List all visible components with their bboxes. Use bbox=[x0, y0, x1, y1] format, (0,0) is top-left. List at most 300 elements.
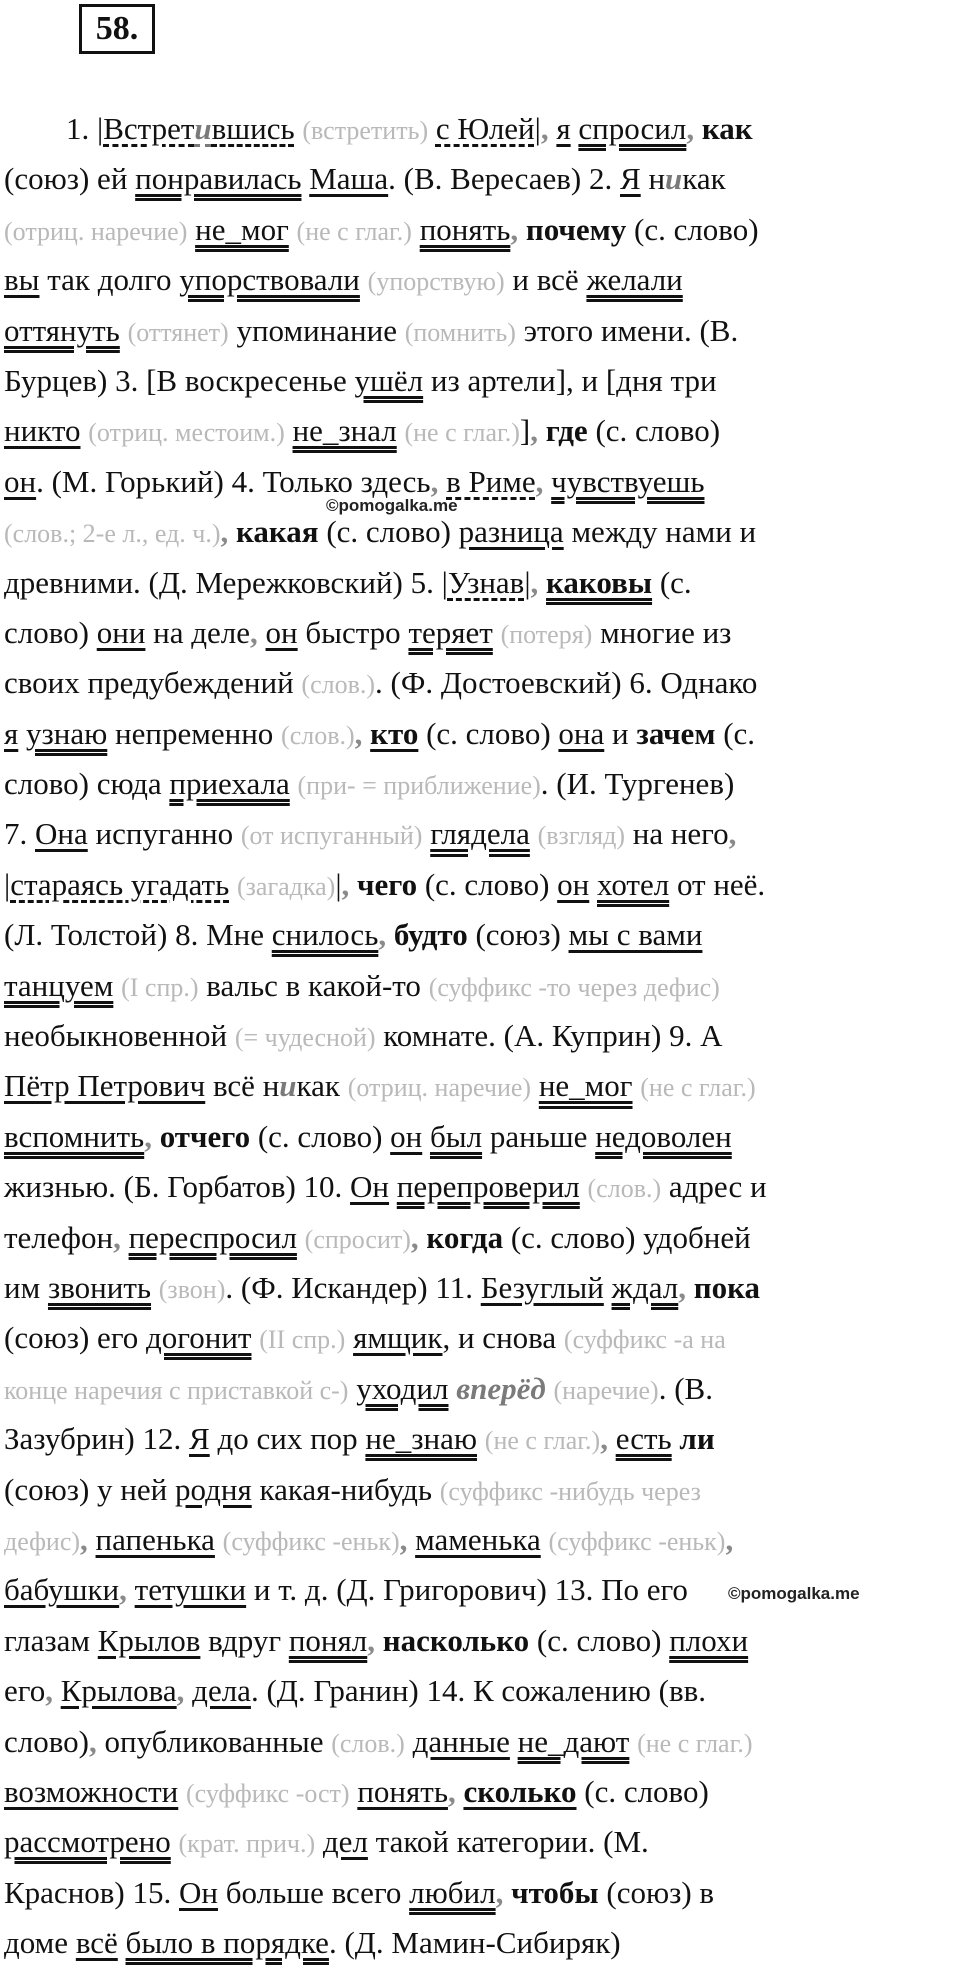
text-segment: упоминание bbox=[228, 312, 405, 348]
text-segment bbox=[405, 1724, 413, 1759]
text-segment: Крылов bbox=[97, 1622, 201, 1658]
text-segment: от неё. bbox=[669, 866, 766, 902]
text-segment: как bbox=[701, 111, 753, 146]
text-segment: (с. слово) bbox=[576, 1773, 709, 1809]
text-segment: они bbox=[96, 614, 146, 650]
text-segment: комнате. (А. Куприн) 9. А bbox=[375, 1018, 723, 1054]
annotation: (суффикс -то через дефис) bbox=[428, 972, 720, 1002]
text-line bbox=[4, 1817, 954, 1867]
text-segment bbox=[604, 1270, 612, 1305]
text-segment: и bbox=[604, 715, 637, 751]
text-segment bbox=[215, 1522, 223, 1557]
text-segment: Я bbox=[620, 161, 641, 197]
text-segment: . (В. Вересаев) 2. bbox=[388, 161, 621, 197]
text-line bbox=[4, 608, 954, 658]
text-segment: понять bbox=[357, 1773, 448, 1809]
text-segment: (союз) в bbox=[598, 1874, 715, 1910]
text-segment: бабушки bbox=[4, 1572, 120, 1608]
text-segment bbox=[477, 1421, 485, 1456]
text-segment: догонит bbox=[146, 1320, 252, 1356]
text-segment bbox=[629, 1724, 637, 1759]
text-line bbox=[4, 1162, 954, 1212]
text-segment bbox=[375, 1623, 383, 1658]
watermark: ©pomogalka.me bbox=[728, 1584, 860, 1603]
annotation: (не с глаг.) bbox=[296, 216, 412, 246]
text-segment: Узнав bbox=[447, 564, 525, 600]
text-segment: древними. (Д. Мережковский) 5. | bbox=[4, 564, 448, 600]
text-segment bbox=[315, 1824, 323, 1859]
annotation: (звон) bbox=[158, 1274, 226, 1304]
text-line bbox=[4, 1565, 954, 1615]
text-segment: . (В. bbox=[658, 1370, 713, 1406]
text-line bbox=[4, 1515, 954, 1565]
annotation: (от испуганный) bbox=[240, 821, 423, 851]
text-segment: плохи bbox=[669, 1622, 749, 1658]
text-segment bbox=[362, 716, 370, 751]
text-segment: больше всего bbox=[217, 1874, 410, 1910]
text-segment bbox=[422, 1119, 430, 1154]
text-segment: маменька bbox=[415, 1521, 541, 1557]
text-segment bbox=[608, 1421, 616, 1456]
text-segment: он bbox=[390, 1118, 423, 1154]
annotation: (наречие) bbox=[553, 1375, 659, 1405]
text-segment: любил bbox=[409, 1874, 496, 1910]
text-segment: непременно bbox=[107, 715, 282, 751]
annotation: (отриц. наречие) bbox=[4, 216, 188, 246]
text-line bbox=[4, 1918, 954, 1968]
text-segment: | bbox=[524, 564, 531, 600]
text-segment bbox=[510, 1724, 518, 1759]
text-segment: он bbox=[265, 614, 298, 650]
text-segment: отчего bbox=[159, 1118, 251, 1154]
text-segment: Я bbox=[189, 1421, 210, 1457]
text-segment: пока bbox=[693, 1269, 761, 1305]
text-segment: сколько bbox=[463, 1773, 577, 1809]
text-segment: , bbox=[341, 866, 350, 902]
text-segment: (с. слово) bbox=[418, 715, 559, 751]
text-segment bbox=[438, 464, 446, 499]
text-segment: (с. слово) bbox=[587, 413, 721, 449]
text-segment bbox=[389, 1169, 397, 1204]
text-segment: насколько bbox=[382, 1622, 530, 1658]
text-segment: (с. слово) bbox=[529, 1622, 670, 1658]
text-line bbox=[4, 961, 954, 1011]
text-segment: , bbox=[600, 1421, 608, 1457]
text-segment: Безуглый bbox=[480, 1269, 604, 1305]
text-segment: слово) сюда bbox=[4, 766, 170, 802]
text-segment bbox=[187, 212, 195, 247]
text-segment: и всё bbox=[504, 262, 587, 298]
text-segment: с Юлей bbox=[435, 111, 535, 146]
text-segment: , bbox=[530, 413, 538, 449]
text-segment: (с. слово) bbox=[417, 866, 558, 902]
text-line bbox=[4, 507, 954, 557]
text-segment: он bbox=[557, 866, 590, 902]
text-segment: вдруг bbox=[200, 1622, 289, 1658]
text-segment bbox=[184, 1673, 192, 1708]
text-segment: (союз) bbox=[467, 917, 569, 953]
text-segment: ждал bbox=[611, 1269, 679, 1305]
text-line bbox=[4, 457, 954, 507]
text-segment: , bbox=[367, 1622, 375, 1658]
text-segment: желали bbox=[586, 262, 683, 298]
text-segment bbox=[228, 514, 236, 549]
exercise-text bbox=[4, 104, 954, 1968]
text-segment: всё bbox=[75, 1925, 118, 1961]
annotation: конце наречия с приставкой с-) bbox=[4, 1375, 349, 1405]
text-segment: (с. слово) bbox=[250, 1118, 391, 1154]
text-segment bbox=[541, 1522, 549, 1557]
annotation: (слов.) bbox=[301, 670, 376, 700]
text-segment: хотел bbox=[597, 866, 670, 902]
text-segment bbox=[531, 1068, 539, 1103]
text-line bbox=[4, 1868, 954, 1918]
annotation: ть) bbox=[396, 116, 429, 145]
text-segment: вшись bbox=[211, 111, 295, 146]
text-line bbox=[4, 1263, 954, 1313]
text-segment bbox=[151, 1270, 159, 1305]
text-segment: . (М. Горький) 4. Только здесь bbox=[36, 463, 431, 499]
text-segment bbox=[127, 1572, 135, 1607]
text-segment: оттянуть bbox=[4, 312, 120, 348]
text-segment: опубликованные bbox=[96, 1723, 332, 1759]
text-segment: я bbox=[4, 715, 19, 751]
text-segment: , bbox=[530, 564, 539, 600]
text-segment: (союз) у ней bbox=[4, 1471, 175, 1507]
text-segment bbox=[518, 212, 526, 247]
text-segment: Краснов) 15. bbox=[4, 1874, 179, 1910]
annotation: (слов.; 2-е л., ед. ч.) bbox=[4, 519, 221, 549]
text-segment: вспомнить bbox=[4, 1118, 145, 1154]
text-line bbox=[4, 1011, 954, 1061]
text-segment: вперёд bbox=[456, 1370, 546, 1406]
text-segment: родня bbox=[175, 1471, 252, 1507]
text-segment: , bbox=[88, 1723, 97, 1759]
text-segment: Он bbox=[350, 1169, 390, 1205]
text-line bbox=[4, 709, 954, 759]
text-segment: (союз) его bbox=[4, 1320, 147, 1356]
text-segment: вальс в какой-то bbox=[198, 967, 429, 1003]
text-segment: Она bbox=[35, 816, 88, 852]
text-segment: на деле bbox=[145, 614, 251, 650]
annotation: (= чудесной) bbox=[234, 1023, 376, 1053]
text-segment: | bbox=[4, 866, 11, 902]
text-segment: , bbox=[686, 111, 695, 146]
text-line bbox=[4, 1767, 954, 1817]
text-segment bbox=[297, 1220, 305, 1255]
text-segment: Маша bbox=[309, 161, 389, 197]
annotation: (при- = приближение) bbox=[297, 771, 541, 801]
text-line bbox=[4, 860, 954, 910]
text-segment: звонить bbox=[47, 1269, 152, 1305]
text-segment: теряет bbox=[408, 614, 493, 650]
text-segment: | bbox=[335, 866, 342, 902]
annotation: (суффикс -ост) bbox=[186, 1778, 350, 1808]
text-segment: , bbox=[540, 111, 549, 146]
text-segment: ямщик bbox=[353, 1320, 443, 1356]
text-line bbox=[4, 406, 954, 456]
text-segment: , bbox=[80, 1521, 88, 1557]
watermark: ©pomogalka.me bbox=[326, 496, 458, 515]
text-segment: зачем bbox=[636, 715, 716, 751]
annotation: (не с глаг.) bbox=[637, 1728, 753, 1758]
annotation: (помнить) bbox=[404, 317, 516, 347]
text-segment: никто bbox=[4, 413, 81, 449]
text-segment: не_мог bbox=[195, 211, 289, 247]
text-segment: . (Д. Мамин-Сибиряк) bbox=[328, 1925, 621, 1961]
annotation: (встрет bbox=[302, 116, 383, 145]
text-segment: вы bbox=[4, 262, 40, 298]
text-segment: . (Ф. Искандер) 11. bbox=[225, 1269, 481, 1305]
annotation: (слов.) bbox=[331, 1728, 405, 1758]
text-segment bbox=[118, 1925, 126, 1960]
text-segment: , bbox=[220, 514, 229, 550]
text-segment: , bbox=[495, 1874, 504, 1910]
text-segment: понять bbox=[419, 211, 511, 247]
annotation: (потеря) bbox=[500, 619, 593, 649]
text-segment: чего bbox=[357, 866, 418, 902]
text-segment: стараясь угадать bbox=[10, 866, 230, 902]
text-segment: не_знал bbox=[292, 413, 397, 449]
text-segment: где bbox=[545, 413, 588, 449]
text-segment: , bbox=[45, 1673, 53, 1709]
text-segment: испуганно bbox=[87, 816, 241, 852]
text-segment: , bbox=[678, 1269, 686, 1305]
text-segment: как bbox=[296, 1068, 348, 1104]
text-line bbox=[4, 104, 954, 154]
text-line bbox=[4, 1465, 954, 1515]
text-segment bbox=[120, 313, 128, 348]
text-segment: такой категории. (М. bbox=[367, 1824, 649, 1860]
text-segment: и т. д. (Д. Григорович) 13. По его bbox=[246, 1572, 688, 1608]
text-segment: глазам bbox=[4, 1622, 98, 1658]
text-segment: Зазубрин) 12. bbox=[4, 1421, 190, 1457]
text-segment: , bbox=[113, 1219, 121, 1255]
text-segment: танцуем bbox=[4, 967, 114, 1003]
text-segment bbox=[407, 1522, 415, 1557]
annotation: дефис) bbox=[4, 1526, 81, 1556]
text-segment bbox=[686, 1270, 694, 1305]
text-line bbox=[4, 1666, 954, 1716]
text-segment: Пётр Петрович bbox=[4, 1068, 206, 1104]
text-segment bbox=[345, 1320, 353, 1355]
text-segment: , bbox=[399, 1521, 408, 1557]
text-segment: Он bbox=[179, 1874, 218, 1910]
text-segment: какая-нибудь bbox=[251, 1471, 440, 1507]
text-segment: папенька bbox=[95, 1521, 215, 1557]
text-segment: раньше bbox=[482, 1118, 596, 1154]
text-line bbox=[4, 1112, 954, 1162]
text-segment: дел bbox=[322, 1824, 368, 1860]
text-segment: глядела bbox=[430, 816, 530, 852]
text-line bbox=[4, 1213, 954, 1263]
text-segment: до сих пор bbox=[209, 1421, 366, 1457]
annotation: (упорствую) bbox=[367, 267, 505, 297]
annotation: (отриц. местоим.) bbox=[88, 418, 285, 448]
text-segment: , bbox=[447, 1773, 456, 1809]
text-segment bbox=[580, 1169, 588, 1204]
annotation: (не с глаг.) bbox=[640, 1073, 756, 1103]
text-line bbox=[4, 255, 954, 305]
text-segment: слово) bbox=[4, 1723, 89, 1759]
text-segment: упорствовали bbox=[179, 262, 360, 298]
text-segment bbox=[53, 1673, 61, 1708]
text-segment: она bbox=[558, 715, 605, 751]
text-segment bbox=[258, 615, 266, 650]
text-line bbox=[4, 154, 954, 204]
text-segment: понравилась bbox=[135, 161, 302, 197]
text-line bbox=[4, 1717, 954, 1767]
text-line bbox=[4, 1364, 954, 1414]
text-segment: ушёл bbox=[354, 362, 424, 398]
text-segment: был bbox=[429, 1118, 483, 1154]
text-line bbox=[4, 356, 954, 406]
text-segment: тетушки bbox=[134, 1572, 247, 1608]
text-segment: каковы bbox=[546, 564, 653, 600]
text-segment: в Риме bbox=[446, 463, 536, 499]
text-segment bbox=[113, 968, 121, 1003]
text-segment: , bbox=[510, 211, 519, 247]
text-segment bbox=[285, 413, 293, 448]
text-segment: возможности bbox=[4, 1773, 179, 1809]
text-segment: чтобы bbox=[511, 1874, 599, 1910]
annotation: (II спр.) bbox=[259, 1325, 346, 1355]
text-segment: , bbox=[354, 715, 363, 751]
text-segment bbox=[530, 816, 538, 851]
text-segment: всё н bbox=[205, 1068, 280, 1104]
text-segment: на него bbox=[624, 816, 729, 852]
text-segment bbox=[290, 766, 298, 801]
annotation: (оттянет) bbox=[127, 317, 229, 347]
text-segment: многие из bbox=[592, 614, 732, 650]
text-segment: рассмотрено bbox=[4, 1824, 171, 1860]
text-segment: (с. слово) bbox=[626, 211, 759, 247]
annotation: (слов.) bbox=[281, 720, 355, 750]
text-segment: как bbox=[682, 161, 726, 197]
text-segment: узнаю bbox=[26, 715, 108, 751]
text-segment: им bbox=[4, 1269, 48, 1305]
text-segment: снилось bbox=[271, 917, 379, 953]
text-segment: какая bbox=[236, 514, 319, 550]
text-line bbox=[4, 1313, 954, 1363]
text-segment: между нами и bbox=[563, 514, 757, 550]
annotation: (не с глаг.) bbox=[404, 418, 520, 448]
text-segment: он bbox=[4, 463, 37, 499]
text-segment: когда bbox=[426, 1219, 504, 1255]
text-segment bbox=[538, 413, 546, 448]
text-line bbox=[4, 1616, 954, 1666]
text-segment: , bbox=[144, 1118, 152, 1154]
annotation: (суффикс -а на bbox=[563, 1325, 726, 1355]
text-segment: доме bbox=[4, 1925, 76, 1961]
text-segment: я bbox=[556, 111, 571, 146]
text-segment: перепроверил bbox=[396, 1169, 580, 1205]
text-line bbox=[4, 658, 954, 708]
text-segment bbox=[412, 212, 420, 247]
annotation: (не с глаг.) bbox=[484, 1426, 601, 1456]
text-segment: разница bbox=[458, 514, 564, 550]
text-segment: , bbox=[410, 1219, 419, 1255]
text-segment: , и снова bbox=[442, 1320, 564, 1356]
text-segment: , bbox=[430, 463, 439, 499]
text-segment: будто bbox=[393, 917, 468, 953]
text-segment: Бурцев) 3. [В воскресенье bbox=[4, 362, 355, 398]
task-number-box: 58. bbox=[79, 4, 155, 54]
text-segment bbox=[121, 1220, 129, 1255]
annotation: (спросит) bbox=[304, 1224, 411, 1254]
text-segment: дела bbox=[192, 1673, 251, 1709]
text-segment: было в порядке bbox=[125, 1925, 329, 1961]
text-segment: (с. слово) bbox=[318, 514, 459, 550]
text-segment bbox=[152, 1119, 160, 1154]
text-line bbox=[4, 558, 954, 608]
text-segment: . (И. Тургенев) bbox=[540, 766, 735, 802]
text-segment bbox=[503, 1875, 511, 1910]
text-segment: , bbox=[535, 463, 544, 499]
text-segment: не_мог bbox=[538, 1068, 633, 1104]
text-segment: из артели], и [дня три bbox=[423, 362, 717, 398]
annotation: (крат. прич.) bbox=[178, 1829, 316, 1859]
annotation: (суффикс -еньк) bbox=[222, 1526, 400, 1556]
text-segment: (с. слово) удобней bbox=[503, 1219, 751, 1255]
text-segment: жизнью. (Б. Горбатов) 10. bbox=[4, 1169, 351, 1205]
text-segment: адрес и bbox=[661, 1169, 767, 1205]
annotation: (загадка) bbox=[236, 871, 336, 901]
text-segment: телефон bbox=[4, 1219, 114, 1255]
text-segment: Встрет bbox=[103, 111, 195, 146]
text-segment: кто bbox=[370, 715, 419, 751]
text-segment bbox=[18, 716, 26, 751]
text-segment: своих предубеждений bbox=[4, 665, 302, 701]
text-segment: , bbox=[378, 917, 387, 953]
text-line bbox=[4, 759, 954, 809]
text-segment: слово) bbox=[4, 614, 97, 650]
text-segment: 1. | bbox=[4, 111, 104, 146]
text-line bbox=[4, 1061, 954, 1111]
text-segment: есть bbox=[615, 1421, 672, 1457]
text-segment: необыкновенной bbox=[4, 1018, 235, 1054]
text-segment bbox=[386, 917, 394, 952]
text-segment: 7. bbox=[4, 816, 35, 852]
text-segment: спросил bbox=[578, 111, 687, 146]
annotation: (слов.) bbox=[587, 1174, 662, 1204]
text-segment: (союз) ей bbox=[4, 161, 136, 197]
annotation: (суффикс -нибудь через bbox=[439, 1476, 701, 1506]
text-segment: мы с вами bbox=[568, 917, 703, 953]
annotation: (взгляд) bbox=[537, 821, 625, 851]
text-segment bbox=[538, 565, 546, 600]
text-segment: | bbox=[534, 111, 541, 146]
text-segment: ] bbox=[519, 413, 531, 449]
text-line bbox=[4, 205, 954, 255]
text-segment: . (Д. Гранин) 14. К сожалению (вв. bbox=[250, 1673, 707, 1709]
text-segment: приехала bbox=[169, 766, 290, 802]
text-segment: , bbox=[728, 816, 737, 852]
text-line bbox=[4, 306, 954, 356]
text-segment: и bbox=[279, 1068, 297, 1104]
text-segment: не_дают bbox=[517, 1723, 630, 1759]
annotation: (отриц. наречие) bbox=[347, 1073, 532, 1103]
text-segment bbox=[171, 1824, 179, 1859]
text-segment: его bbox=[4, 1673, 46, 1709]
text-segment bbox=[543, 464, 551, 499]
text-segment: (с. bbox=[652, 564, 692, 600]
text-segment bbox=[88, 1522, 96, 1557]
text-line bbox=[4, 910, 954, 960]
text-line bbox=[4, 1414, 954, 1464]
annotation: (I спр.) bbox=[121, 972, 199, 1002]
annotation: (суффикс -еньк) bbox=[548, 1526, 726, 1556]
